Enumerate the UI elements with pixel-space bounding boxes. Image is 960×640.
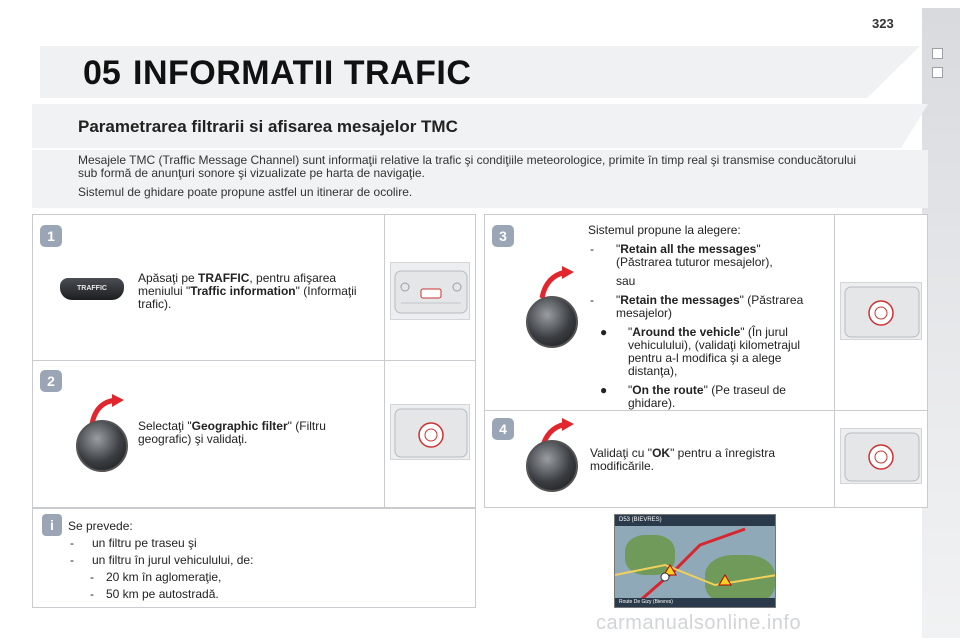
page-marker-box: [932, 67, 943, 78]
step-2-text: Selectaţi "Geographic filter" (Filtru geografic) şi validaţi.: [138, 419, 326, 446]
section-title: Parametrarea filtrarii si afisarea mesajelor TMC: [78, 117, 458, 136]
rotary-knob-icon: [76, 420, 128, 472]
map-street-label: D53 (BIEVRES): [615, 515, 775, 526]
note-item: - un filtru pe traseu şi: [70, 536, 197, 550]
panel-divider: [32, 360, 476, 361]
radio-panel-thumbnail: [390, 404, 470, 460]
step-4-badge: 4: [492, 418, 514, 440]
intro-paragraph: Sistemul de ghidare poate propune astfel un itinerar de ocolire.: [78, 185, 413, 199]
note-title: Se prevede:: [68, 519, 133, 533]
option-or: sau: [616, 274, 636, 288]
note-item: - un filtru în jurul vehiculului, de:: [70, 553, 254, 567]
options-intro: Sistemul propune la alegere:: [588, 223, 741, 237]
info-icon: i: [42, 514, 62, 536]
rotate-arrow-icon: [534, 266, 578, 300]
option-sub-item: ● "On the route" (Pe traseul de ghidare).: [600, 383, 786, 410]
map-current-road: Route De Gizy (Bievres): [615, 598, 775, 607]
panel-divider: [384, 214, 385, 508]
option-sub-item: ● "Around the vehicle" (În jurul vehiculului), (validaţi kilometrajul pentru a-l modifica şi a alege distanţa),: [600, 325, 801, 378]
traffic-button: TRAFFIC: [60, 278, 124, 300]
options-list: [588, 224, 828, 416]
note-text: [68, 518, 458, 603]
page-number: 323: [872, 16, 894, 31]
step-1-badge: 1: [40, 225, 62, 247]
chapter-number: 05: [83, 54, 121, 92]
step-4-text: Validaţi cu "OK" pentru a înregistra modificările.: [590, 446, 776, 473]
option-item: - "Retain all the messages" (Păstrarea tuturor mesajelor),: [590, 242, 773, 269]
intro-block: [32, 150, 928, 208]
rotary-knob-icon: [526, 296, 578, 348]
radio-panel-thumbnail: [390, 262, 470, 320]
radio-panel-thumbnail: [840, 428, 922, 484]
step-3-badge: 3: [492, 225, 514, 247]
watermark-text: carmanualsonline.info: [596, 612, 802, 634]
rotary-knob-icon: [526, 440, 578, 492]
radio-panel-thumbnail: [840, 282, 922, 340]
step-1-text: Apăsaţi pe TRAFFIC, pentru afişarea meniului "Traffic information" (Informaţii trafic).: [138, 271, 357, 311]
navigation-map: [614, 514, 776, 608]
note-sub-item: - 20 km în aglomeraţie,: [90, 570, 222, 584]
intro-paragraph: Mesajele TMC (Traffic Message Channel) sunt informaţii relative la trafic şi condiţiile meteorologice, primite în timp real şi transmise conducătorului sub formă de anunţuri sonore şi vizualizate pe harta de navigaţie.: [78, 153, 857, 180]
option-item: - "Retain the messages" (Păstrarea mesajelor): [590, 293, 804, 320]
chapter-title: INFORMATII TRAFIC: [133, 54, 472, 92]
step-2-badge: 2: [40, 370, 62, 392]
page-marker-box: [932, 48, 943, 59]
note-sub-item: - 50 km pe autostradă.: [90, 587, 219, 601]
panel-divider: [834, 214, 835, 508]
